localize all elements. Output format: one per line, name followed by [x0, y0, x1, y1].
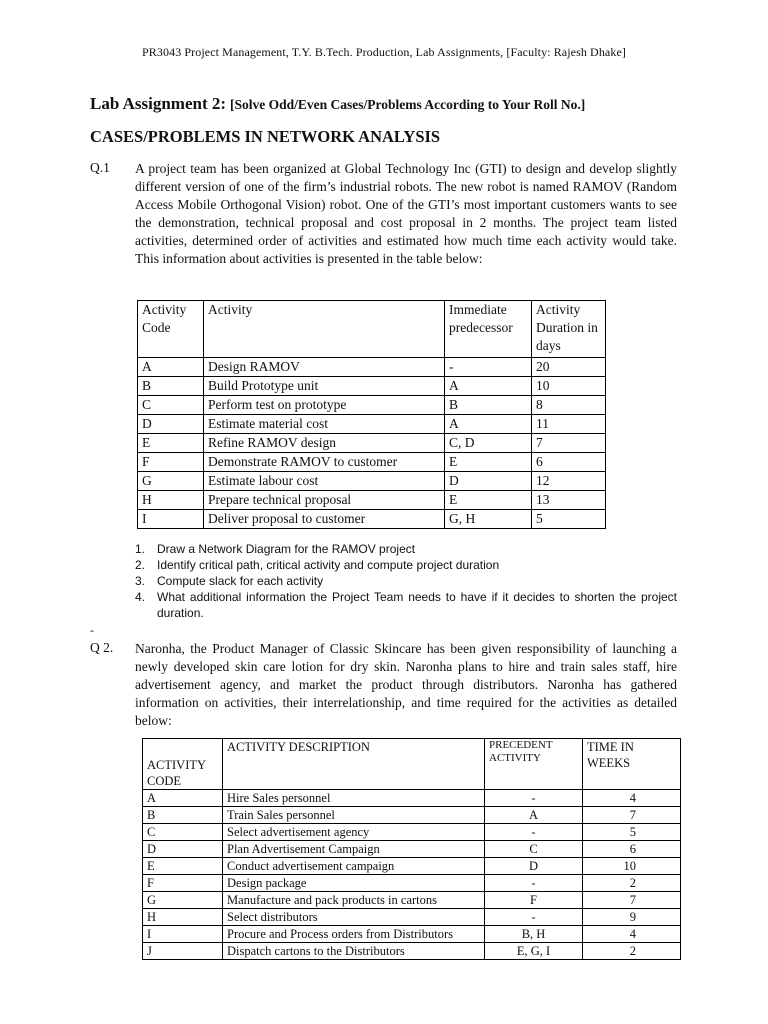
table-cell: -: [445, 358, 532, 377]
table-cell: A: [138, 358, 204, 377]
table-cell: E: [445, 491, 532, 510]
table-cell: Plan Advertisement Campaign: [223, 841, 485, 858]
table-cell: D: [143, 841, 223, 858]
table-cell: E: [445, 453, 532, 472]
table-cell: 2: [583, 875, 681, 892]
table-cell: 11: [532, 415, 606, 434]
table-cell: 7: [532, 434, 606, 453]
list-item: [135, 541, 677, 557]
table-row: [143, 943, 681, 960]
list-item-number: 1.: [135, 542, 146, 556]
table-row: [143, 926, 681, 943]
table-cell: Estimate material cost: [204, 415, 445, 434]
table-cell: G, H: [445, 510, 532, 529]
list-item: [135, 573, 677, 589]
q1-questions-list: [135, 541, 677, 621]
table-row: [138, 377, 606, 396]
table-cell: H: [138, 491, 204, 510]
table-cell: Train Sales personnel: [223, 807, 485, 824]
table-cell: A: [445, 377, 532, 396]
table-cell: 13: [532, 491, 606, 510]
q1-activity-table: [137, 300, 606, 529]
table-cell: Prepare technical proposal: [204, 491, 445, 510]
table-cell: F: [143, 875, 223, 892]
table-cell: A: [143, 790, 223, 807]
table-cell: 7: [583, 892, 681, 909]
q1-number: Q.1: [90, 160, 110, 175]
table-cell: H: [143, 909, 223, 926]
table-cell: Refine RAMOV design: [204, 434, 445, 453]
table-cell: Select advertisement agency: [223, 824, 485, 841]
table-cell: 2: [583, 943, 681, 960]
table-cell: 10: [532, 377, 606, 396]
table-cell: G: [143, 892, 223, 909]
table-cell: 12: [532, 472, 606, 491]
table-cell: C: [485, 841, 583, 858]
table-cell: B, H: [485, 926, 583, 943]
table-row: [138, 453, 606, 472]
q2-activity-table: [142, 738, 681, 960]
header-cell: TIME IN WEEKS: [583, 739, 681, 790]
table-row: [143, 824, 681, 841]
table-cell: Select distributors: [223, 909, 485, 926]
list-item-number: 4.: [135, 590, 146, 604]
table-cell: Manufacture and pack products in cartons: [223, 892, 485, 909]
table-cell: 7: [583, 807, 681, 824]
table-cell: 6: [532, 453, 606, 472]
section-title: CASES/PROBLEMS IN NETWORK ANALYSIS: [90, 127, 441, 146]
table-row: [138, 396, 606, 415]
table-cell: A: [485, 807, 583, 824]
header-cell: Activity: [204, 301, 445, 358]
table-header-row: [138, 301, 606, 358]
table-cell: -: [485, 824, 583, 841]
table-row: [138, 491, 606, 510]
table-cell: Demonstrate RAMOV to customer: [204, 453, 445, 472]
table-row: [143, 790, 681, 807]
table-row: [143, 858, 681, 875]
q1-text: A project team has been organized at Global Technology Inc (GTI) to design and develop slightly different version of one of the firm’s industrial robots. The new robot is named RAMOV (Random Access Mobile Orthogonal Vision) robot. One of the GTI’s most important customers wants to see the demonstration, technical proposal and cost proposal in 2 months. The project team listed activities, determined order of activities and estimated how much time each activity would take. This information about activities is presented in the table below:: [135, 161, 677, 266]
table-cell: Build Prototype unit: [204, 377, 445, 396]
list-item: [135, 557, 677, 573]
table-cell: Hire Sales personnel: [223, 790, 485, 807]
header-cell: Immediate predecessor: [445, 301, 532, 358]
table-cell: 8: [532, 396, 606, 415]
lab-title-subtitle: [Solve Odd/Even Cases/Problems According to Your Roll No.]: [230, 97, 586, 112]
lab-title-main: Lab Assignment 2:: [90, 94, 227, 113]
table-cell: 5: [583, 824, 681, 841]
table-row: [138, 415, 606, 434]
lab-assignment-title: [90, 94, 585, 114]
table-row: [138, 472, 606, 491]
header-cell: ACTIVITY DESCRIPTION: [223, 739, 485, 790]
table-cell: -: [485, 790, 583, 807]
table-cell: Estimate labour cost: [204, 472, 445, 491]
table-row: [143, 841, 681, 858]
table-cell: C: [138, 396, 204, 415]
table-cell: B: [138, 377, 204, 396]
table-cell: E: [143, 858, 223, 875]
table-cell: -: [485, 875, 583, 892]
q2-number: Q 2.: [90, 640, 114, 655]
table-cell: 4: [583, 790, 681, 807]
table-cell: 20: [532, 358, 606, 377]
list-item-number: 3.: [135, 574, 146, 588]
table-cell: D: [138, 415, 204, 434]
table-cell: 9: [583, 909, 681, 926]
table-row: [138, 434, 606, 453]
table-cell: Deliver proposal to customer: [204, 510, 445, 529]
table-cell: 4: [583, 926, 681, 943]
table-cell: A: [445, 415, 532, 434]
table-cell: Perform test on prototype: [204, 396, 445, 415]
list-item-text: Identify critical path, critical activity and compute project duration: [157, 558, 500, 572]
table-row: [143, 875, 681, 892]
table-cell: E: [138, 434, 204, 453]
list-item-number: 2.: [135, 558, 146, 572]
table-row: [138, 510, 606, 529]
header-cell: ACTIVITY CODE: [143, 739, 223, 790]
table-cell: Dispatch cartons to the Distributors: [223, 943, 485, 960]
table-cell: Design package: [223, 875, 485, 892]
table-row: [143, 807, 681, 824]
table-cell: 10: [583, 858, 681, 875]
list-item-text: Compute slack for each activity: [157, 574, 324, 588]
table-cell: C, D: [445, 434, 532, 453]
header-cell: Activity Code: [138, 301, 204, 358]
table-row: [143, 909, 681, 926]
table-cell: Conduct advertisement campaign: [223, 858, 485, 875]
table-cell: Procure and Process orders from Distributors: [223, 926, 485, 943]
table-cell: F: [485, 892, 583, 909]
q2-text: Naronha, the Product Manager of Classic Skincare has been given responsibility of launching a newly developed skin care lotion for dry skin. Naronha plans to hire and train sales staff, hire advertisement agency, and market the product through distributors. Naronha has gathered information on activities, their interrelationship, and time required for the activities as detailed below:: [135, 641, 677, 728]
page-header: PR3043 Project Management, T.Y. B.Tech. Production, Lab Assignments, [Faculty: Rajesh Dhake]: [142, 45, 626, 59]
header-cell: Activity Duration in days: [532, 301, 606, 358]
list-item-text: Draw a Network Diagram for the RAMOV project: [157, 542, 416, 556]
table-cell: F: [138, 453, 204, 472]
list-item: [135, 589, 677, 621]
table-cell: J: [143, 943, 223, 960]
table-row: [138, 358, 606, 377]
table-cell: I: [138, 510, 204, 529]
table-cell: C: [143, 824, 223, 841]
table-cell: 5: [532, 510, 606, 529]
table-cell: B: [445, 396, 532, 415]
table-row: [143, 892, 681, 909]
separator-dash: -: [90, 623, 94, 637]
table-cell: Design RAMOV: [204, 358, 445, 377]
list-item-text: What additional information the Project Team needs to have if it decides to shorten the project duration.: [157, 590, 677, 620]
table-cell: D: [485, 858, 583, 875]
table-cell: G: [138, 472, 204, 491]
table-cell: B: [143, 807, 223, 824]
table-cell: I: [143, 926, 223, 943]
table-cell: E, G, I: [485, 943, 583, 960]
table-header-row: [143, 739, 681, 790]
table-cell: -: [485, 909, 583, 926]
header-cell: PRECEDENT ACTIVITY: [485, 739, 583, 790]
table-cell: 6: [583, 841, 681, 858]
table-cell: D: [445, 472, 532, 491]
